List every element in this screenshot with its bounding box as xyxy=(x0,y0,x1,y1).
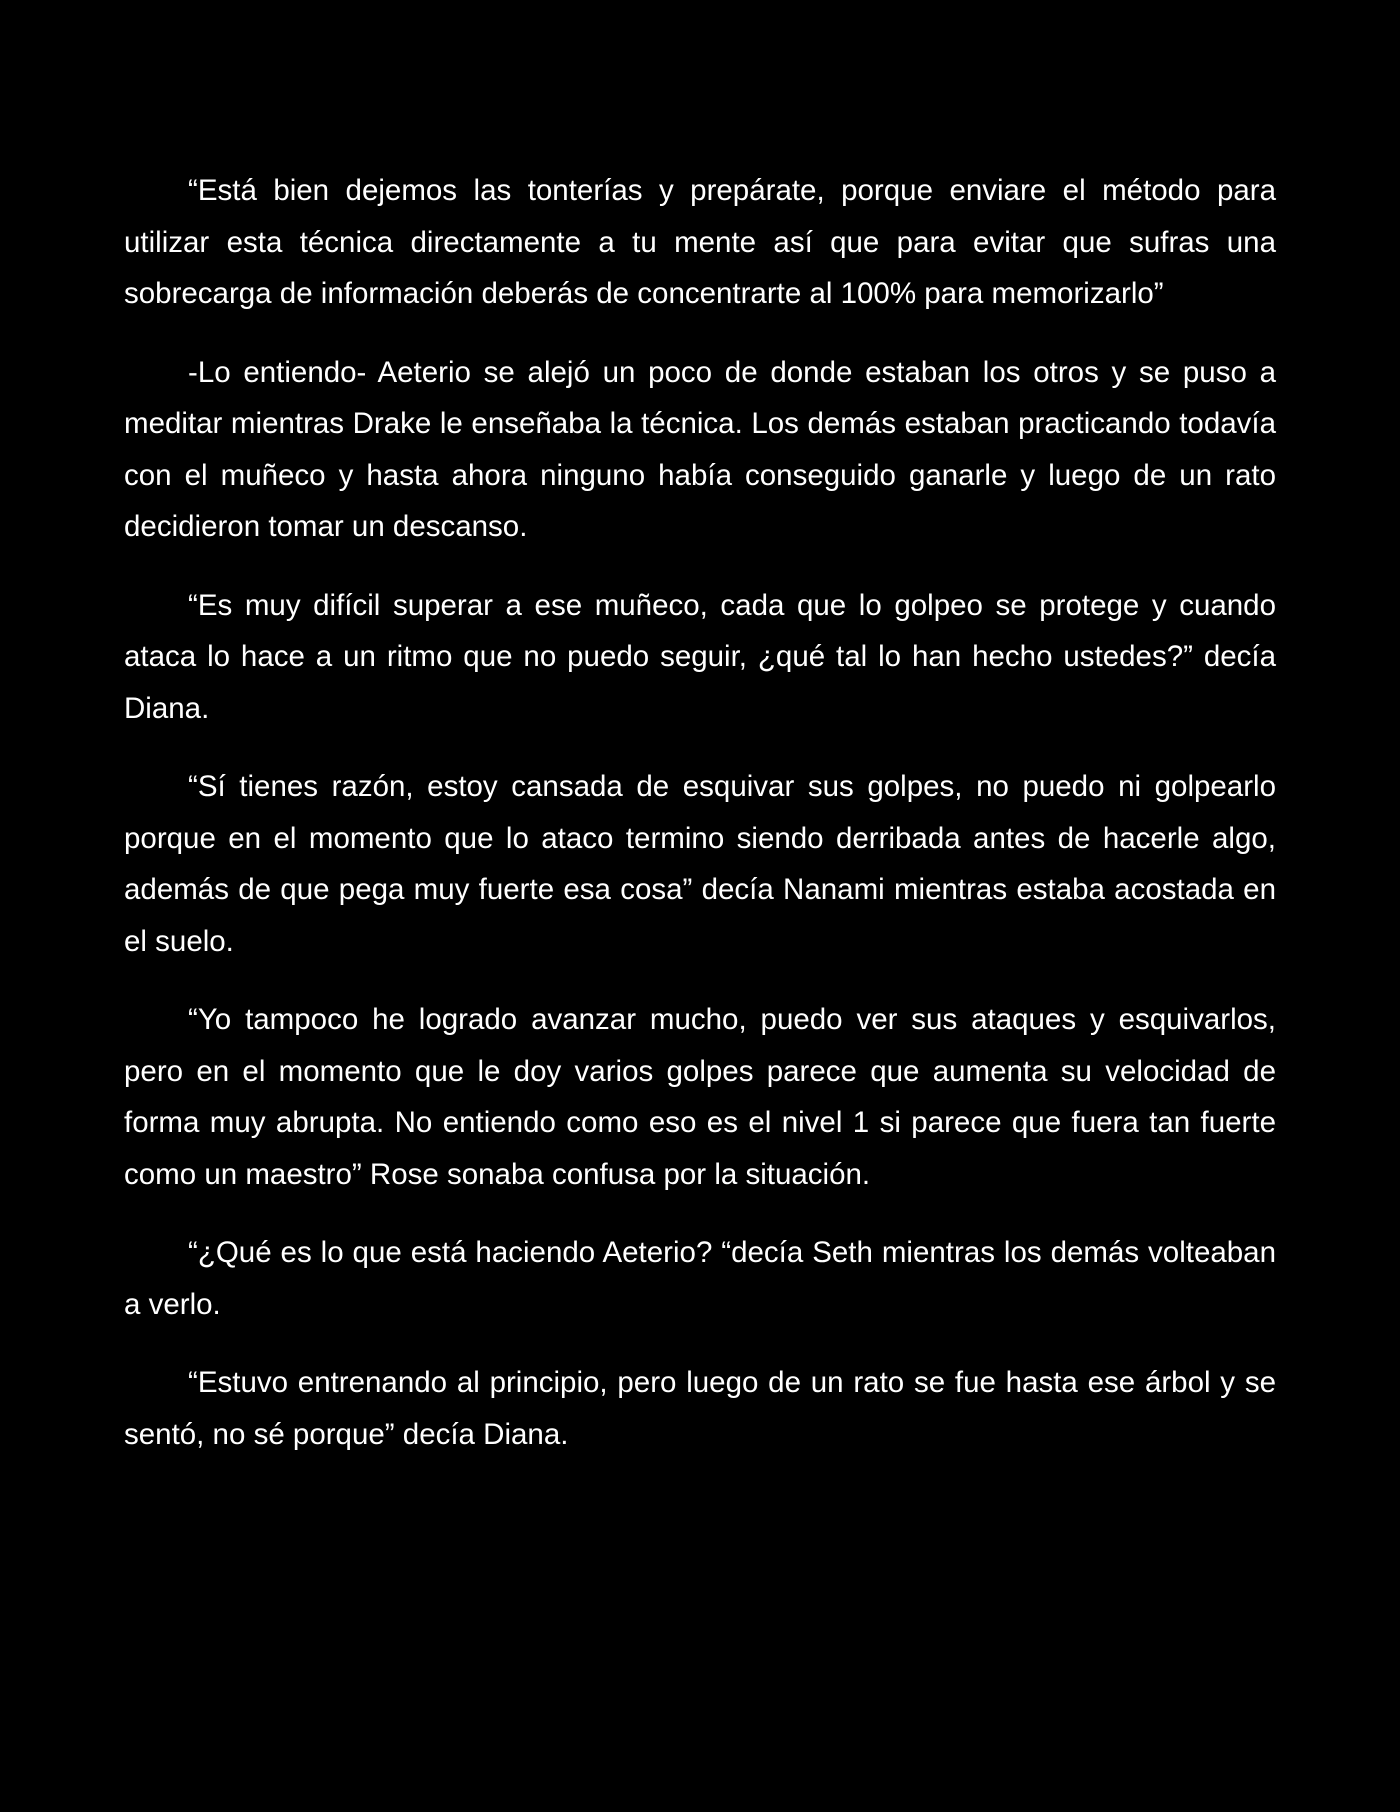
paragraph-1: “Está bien dejemos las tonterías y prepárate, porque enviare el método para utilizar esta técnica directamente a tu mente así que para evitar que sufras una sobrecarga de información deberás de concentrarte al 100% para memorizarlo” xyxy=(124,174,1276,310)
paragraph-5: “Yo tampoco he logrado avanzar mucho, puedo ver sus ataques y esquivarlos, pero en el momento que le doy varios golpes parece que aumenta su velocidad de forma muy abrupta. No entiendo como eso es el nivel 1 si parece que fuera tan fuerte como un maestro” Rose sonaba confusa por la situación. xyxy=(124,1003,1276,1191)
paragraph-3: “Es muy difícil superar a ese muñeco, cada que lo golpeo se protege y cuando ataca lo hace a un ritmo que no puedo seguir, ¿qué tal lo han hecho ustedes?” decía Diana. xyxy=(124,588,1276,725)
document-body xyxy=(124,165,1276,1460)
paragraph-2: -Lo entiendo- Aeterio se alejó un poco de donde estaban los otros y se puso a meditar mientras Drake le enseñaba la técnica. Los demás estaban practicando todavía con el muñeco y hasta ahora ninguno había conseguido ganarle y luego de un rato decidieron tomar un descanso. xyxy=(124,355,1276,543)
paragraph-4: “Sí tienes razón, estoy cansada de esquivar sus golpes, no puedo ni golpearlo porque en el momento que lo ataco termino siendo derribada antes de hacerle algo, además de que pega muy fuerte esa cosa” decía Nanami mientras estaba acostada en el suelo. xyxy=(124,770,1276,958)
paragraph-6: “¿Qué es lo que está haciendo Aeterio? “decía Seth mientras los demás volteaban a verlo. xyxy=(124,1236,1276,1321)
paragraph-7: “Estuvo entrenando al principio, pero luego de un rato se fue hasta ese árbol y se sentó, no sé porque” decía Diana. xyxy=(124,1366,1276,1451)
